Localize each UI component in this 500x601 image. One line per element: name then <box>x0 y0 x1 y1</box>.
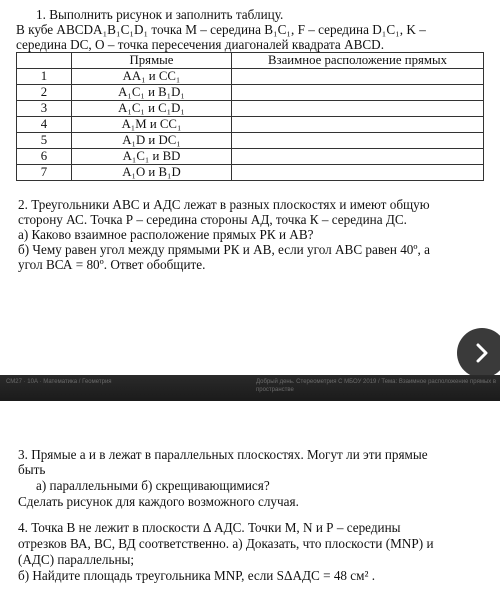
row-number: 1 <box>17 69 72 85</box>
chevron-right-icon <box>472 343 492 363</box>
screenshot-footer-strip <box>0 375 500 401</box>
row-lines-pair: AA₁ и CC₁ <box>72 69 232 85</box>
header-number <box>17 53 72 69</box>
row-lines-pair: A₁C₁ и C₁D₁ <box>72 101 232 117</box>
task2-question-a: а) Каково взаимное расположение прямых РК и АВ? <box>18 227 314 242</box>
table-row <box>17 149 484 165</box>
table-row <box>17 165 484 181</box>
task2-line1: 2. Треугольники АВС и АДС лежат в разных плоскостях и имеют общую <box>18 197 430 212</box>
lines-table <box>16 52 484 181</box>
task1-condition-line2: середина DC, O – точка пересечения диагоналей квадрата ABCD. <box>16 37 385 52</box>
row-number: 3 <box>17 101 72 117</box>
task2-question-b: б) Чему равен угол между прямыми РК и АВ, если угол АВС равен 40º, а <box>18 242 430 257</box>
task3-options: а) параллельными б) скрещивающимися? <box>36 478 270 493</box>
task4-line1: 4. Точка В не лежит в плоскости Δ АДС. Точки М, N и Р – середины <box>18 520 401 535</box>
row-number: 7 <box>17 165 72 181</box>
row-relation-cell[interactable] <box>232 117 484 133</box>
row-lines-pair: A₁C₁ и B₁D₁ <box>72 85 232 101</box>
table-row <box>17 117 484 133</box>
task1-condition-line1: В кубе ABCDA₁B₁C₁D₁ точка M – середина B₁C₁, F – середина D₁C₁, K – <box>16 22 426 37</box>
row-lines-pair: A₁C₁ и BD <box>72 149 232 165</box>
row-relation-cell[interactable] <box>232 85 484 101</box>
header-relation: Взаимное расположение прямых <box>232 53 484 69</box>
row-relation-cell[interactable] <box>232 101 484 117</box>
task3-line4: Сделать рисунок для каждого возможного случая. <box>18 494 299 509</box>
row-number: 5 <box>17 133 72 149</box>
task3-line2: быть <box>18 462 46 477</box>
table-row <box>17 69 484 85</box>
footer-left-text: СМ27 · 10А · Математика / Геометрия <box>6 379 112 385</box>
table-row <box>17 85 484 101</box>
row-number: 6 <box>17 149 72 165</box>
table-row <box>17 101 484 117</box>
row-number: 4 <box>17 117 72 133</box>
task2-line2: сторону АС. Точка Р – середина стороны АД, точка К – середина ДС. <box>18 212 407 227</box>
footer-right-text: Добрый день. Стереометрия С МБОУ 2019 / Тема: Взаимное расположение прямых в пространстве <box>256 379 497 393</box>
task3-line1: 3. Прямые а и в лежат в параллельных плоскостях. Могут ли эти прямые <box>18 447 428 462</box>
task2-line5: угол ВСА = 80º. Ответ обобщите. <box>18 257 206 272</box>
task4-line2: отрезков ВА, ВС, ВД соответственно. а) Доказать, что плоскости (MNP) и <box>18 536 434 551</box>
row-number: 2 <box>17 85 72 101</box>
next-page-button[interactable] <box>457 328 500 378</box>
table-row <box>17 133 484 149</box>
task1-heading: 1. Выполнить рисунок и заполнить таблицу. <box>36 7 284 22</box>
row-relation-cell[interactable] <box>232 69 484 85</box>
row-lines-pair: A₁O и B₁D <box>72 165 232 181</box>
task4-line4: б) Найдите площадь треугольника MNP, если SΔАДС = 48 см² . <box>18 568 376 583</box>
table-header-row <box>17 53 484 69</box>
task4-line3: (АДС) параллельны; <box>18 552 135 567</box>
header-lines: Прямые <box>72 53 232 69</box>
row-relation-cell[interactable] <box>232 149 484 165</box>
row-relation-cell[interactable] <box>232 165 484 181</box>
row-lines-pair: A₁M и CC₁ <box>72 117 232 133</box>
row-relation-cell[interactable] <box>232 133 484 149</box>
row-lines-pair: A₁D и DC₁ <box>72 133 232 149</box>
